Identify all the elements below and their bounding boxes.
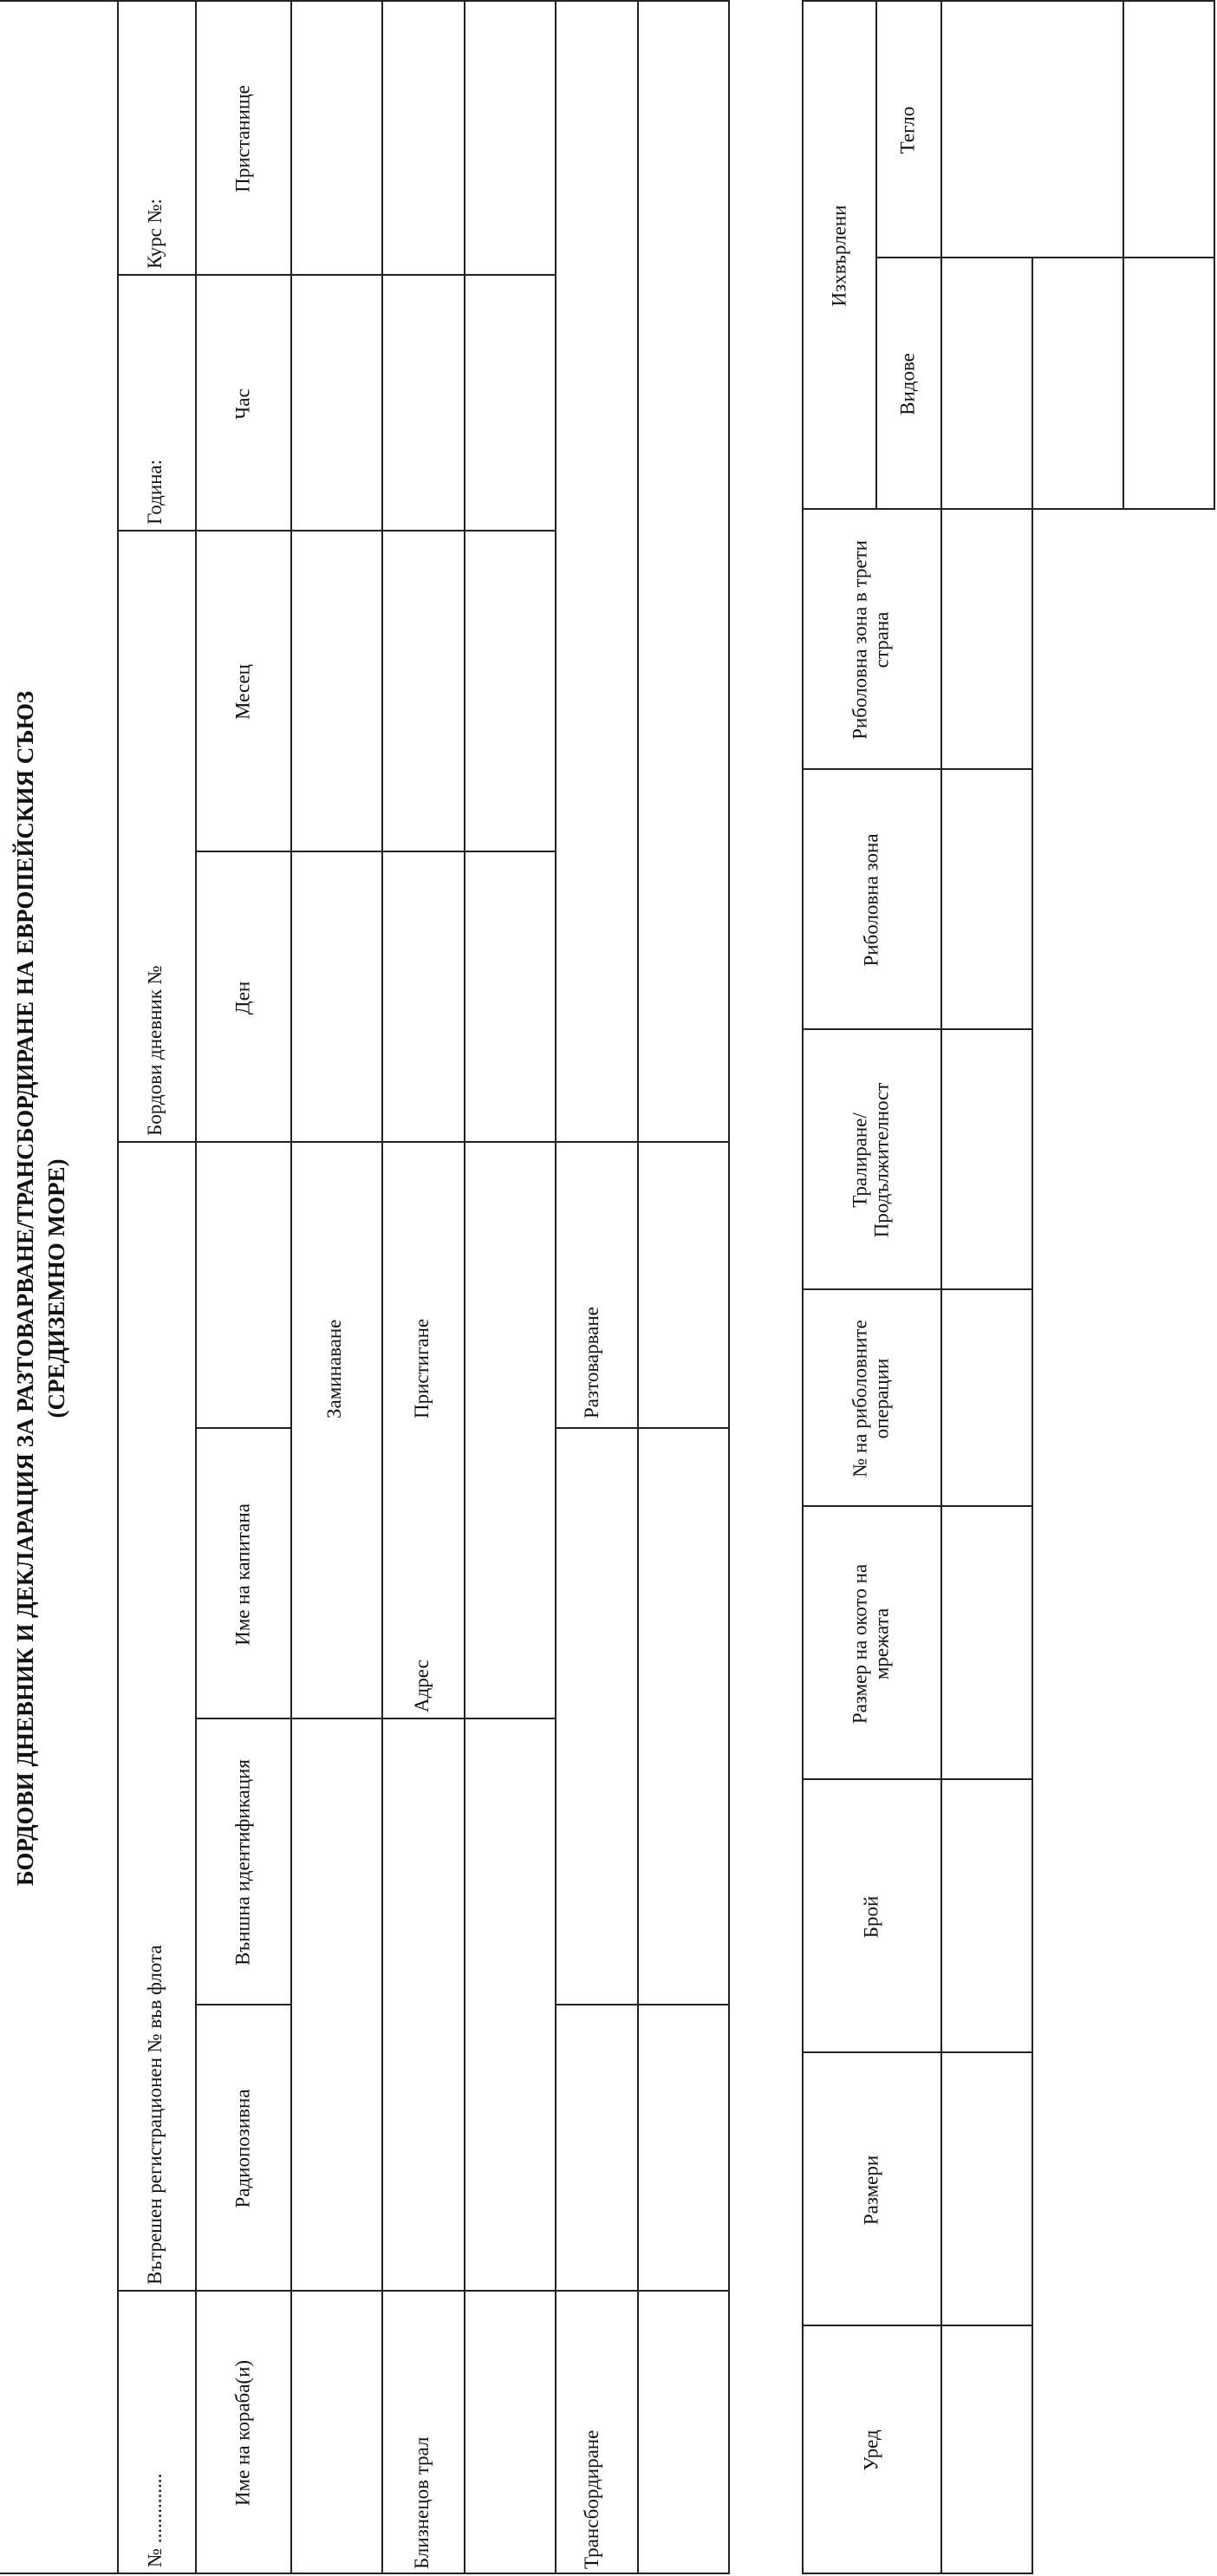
radio-call-sign-label: Радиопозивна [231, 2089, 254, 2208]
arrival-label: Пристигане [411, 1318, 433, 1418]
trip-number-label: Курс №: [144, 199, 166, 269]
year-label: Година: [144, 459, 166, 525]
landing-label: Разтоварване [581, 1307, 602, 1418]
form-title-line1: БОРДОВИ ДНЕВНИК И ДЕКЛАРАЦИЯ ЗА РАЗТОВАРВАНЕ/ТРАНСБОРДИРАНЕ НА ЕВРОПЕЙСКИЯ СЪЮЗ [12, 690, 39, 1887]
address-label: Адрес [411, 1660, 433, 1712]
logbook-number-label: Бордови дневник № [144, 965, 166, 1136]
sizes-label: Размери [860, 2155, 882, 2226]
port-label: Пристанище [231, 85, 254, 192]
mesh-size-label: Размер на окото на мрежата [849, 1563, 893, 1725]
weight-label: Тегло [896, 106, 919, 154]
form-number-label: № .............. [144, 2473, 166, 2567]
external-identification-label: Външна идентификация [231, 1759, 254, 1966]
fishing-zone-label: Риболовна зона [860, 833, 882, 967]
day-label: Ден [231, 981, 254, 1015]
third-country-fishing-zone-label: Риболовна зона в трети страна [849, 540, 893, 740]
count-label: Брой [860, 1895, 882, 1939]
hour-label: Час [231, 388, 254, 420]
fishing-operations-number-label: № на риболовните операции [849, 1320, 893, 1477]
discarded-label: Изхвърлени [828, 205, 850, 307]
gear-label: Уред [860, 2429, 882, 2471]
departure-label: Заминаване [323, 1319, 345, 1418]
pair-trawl-label: Близнецов трал [411, 2436, 433, 2569]
transhipment-label: Трансбордиране [581, 2429, 602, 2569]
vessel-name-label: Име на кораба(и) [231, 2359, 254, 2507]
master-name-label: Име на капитана [231, 1503, 254, 1646]
internal-registration-label: Вътрешен регистрационен № във флота [144, 1945, 166, 2285]
trawl-duration-label: Тралиране/ Продължителност [849, 1082, 893, 1238]
month-label: Месец [231, 664, 254, 720]
form-title-line2: (СРЕДИЗЕМНО МОРЕ) [43, 1158, 70, 1418]
species-label: Видове [896, 353, 919, 415]
